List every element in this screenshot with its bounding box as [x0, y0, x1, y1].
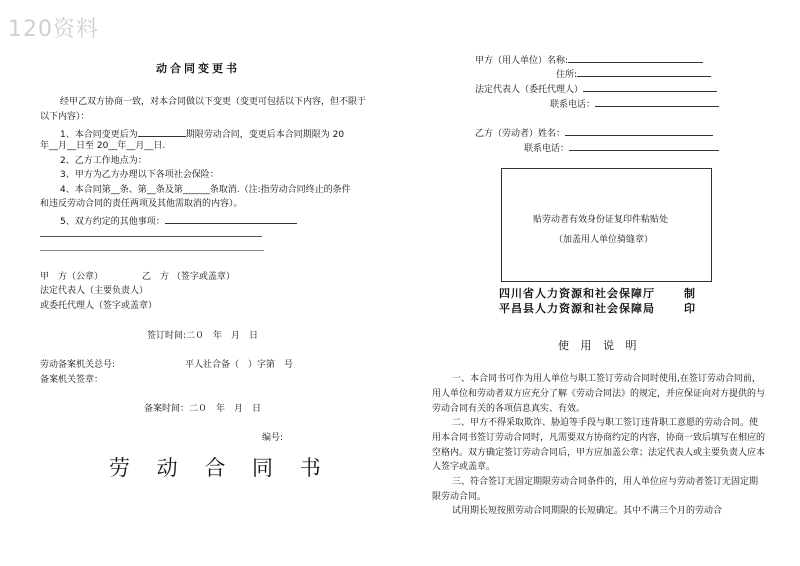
change-paragraph: 经甲乙双方协商一致，对本合同做以下变更（变更可包括以下内容，但不限于以下内容）：: [40, 97, 367, 122]
instruction-2: 二、甲方不得采取欺诈、胁迫等手段与职工签订违背职工意愿的劳动合同。使用本合同书签订劳动合同时，凡需要双方协商约定的内容，协商一致后填写在相应的空格内。双方确定签订劳动合同后，甲方应加盖公章；法定代表人或主要负责人应本人签字或盖章。: [432, 418, 766, 473]
item-1-prefix: 1、本合同变更后为: [60, 130, 138, 140]
legal-representative: 法定代表人（主要负责人）: [40, 286, 149, 296]
filing-time: 备案时间：二０ 年 月 日: [144, 404, 262, 414]
contract-big-title: 劳 动 合 同 书: [109, 456, 331, 480]
blank-line: [40, 250, 264, 251]
item-4-line1: 4、本合同第__条、第__条及第______条取消.（注:指劳动合同终止的条件: [60, 185, 351, 195]
contact-label: 联系电话：: [550, 100, 596, 110]
issuing-org-province: 四川省人力资源和社会保障厅: [499, 287, 655, 300]
item-3: 3、甲方为乙方办理以下各项社会保险：: [60, 170, 219, 180]
instruction-1: 一、本合同书可作为用人单位与职工签订劳动合同时使用,在签订劳动合同前，用人单位和劳动者双方应充分了解《劳动合同法》的规定，并应保证向对方提供的与劳动合同有关的各项信息真实、有效。: [432, 374, 766, 414]
blank-line: [583, 81, 717, 92]
item-4-line2: 和违反劳动合同的责任两项及其他需取消的内容）。: [40, 199, 243, 209]
id-copy-instruction: 贴劳动者有效身份证复印件粘贴处: [533, 215, 669, 225]
employee-name: [475, 125, 713, 140]
filing-number: 平人社合备（ ）字第 号: [185, 360, 294, 370]
issuing-org-county: 平昌县人力资源和社会保障局: [499, 302, 655, 315]
employee-contact: [524, 140, 719, 155]
address-label: 住所:: [556, 70, 578, 80]
blank-line: [565, 125, 713, 136]
instruction-3: 三、符合签订无固定期限劳动合同条件的，用人单位应与劳动者签订无固定期限劳动合同。: [432, 477, 759, 502]
issuing-mark-make: 制: [684, 287, 696, 300]
party-b-sign: 乙 方 （签字或盖章）: [142, 272, 235, 282]
issuing-mark-print: 印: [684, 302, 696, 315]
employer-name-label: 甲方（用人单位）名称:: [475, 56, 569, 66]
employer-name: [475, 52, 703, 67]
blank-line: [595, 96, 719, 107]
employer-contact: [550, 96, 719, 111]
item-1-line2: 年__月__日至 20__年__月__日.: [40, 141, 166, 151]
sign-time: 签订时间:二０ 年 月 日: [147, 331, 259, 341]
party-a-seal: 甲 方（公章）: [40, 272, 104, 282]
change-title: 动合同变更书: [156, 62, 240, 75]
blank-line: [577, 66, 711, 77]
employee-name-label: 乙方（劳动者）姓名：: [475, 129, 566, 139]
blank-line: [568, 52, 703, 63]
watermark: 120资料: [8, 17, 99, 42]
filing-org-number: 劳动备案机关总号:: [40, 360, 116, 370]
blank-line: [165, 213, 297, 224]
blank-line: [138, 126, 186, 137]
contact-label: 联系电话：: [524, 144, 570, 154]
blank-line: [40, 236, 262, 237]
number-label: 编号:: [262, 433, 284, 443]
seal-instruction: （加盖用人单位骑缝章）: [554, 235, 654, 245]
item-2: 2、乙方工作地点为：: [60, 156, 147, 166]
filing-seal: 备案机关签章：: [40, 375, 104, 385]
item-1: [60, 126, 344, 141]
item-1-middle: 期限劳动合同，变更后本合同期限为 20: [185, 130, 345, 140]
agent-sign: 或委托代理人（签字或盖章）: [40, 301, 158, 311]
item-5-label: 5、双方约定的其他事项：: [60, 217, 165, 227]
instruction-4: 试用期长短按照劳动合同期限的长短确定。其中不满三个月的劳动合: [452, 506, 723, 516]
legal-rep-label: 法定代表人（委托代理人）: [475, 85, 584, 95]
employer-legal-rep: [475, 81, 717, 96]
item-5: [60, 213, 297, 228]
employer-address: [556, 66, 711, 81]
blank-line: [569, 140, 719, 151]
instructions-title: 使 用 说 明: [558, 339, 641, 352]
